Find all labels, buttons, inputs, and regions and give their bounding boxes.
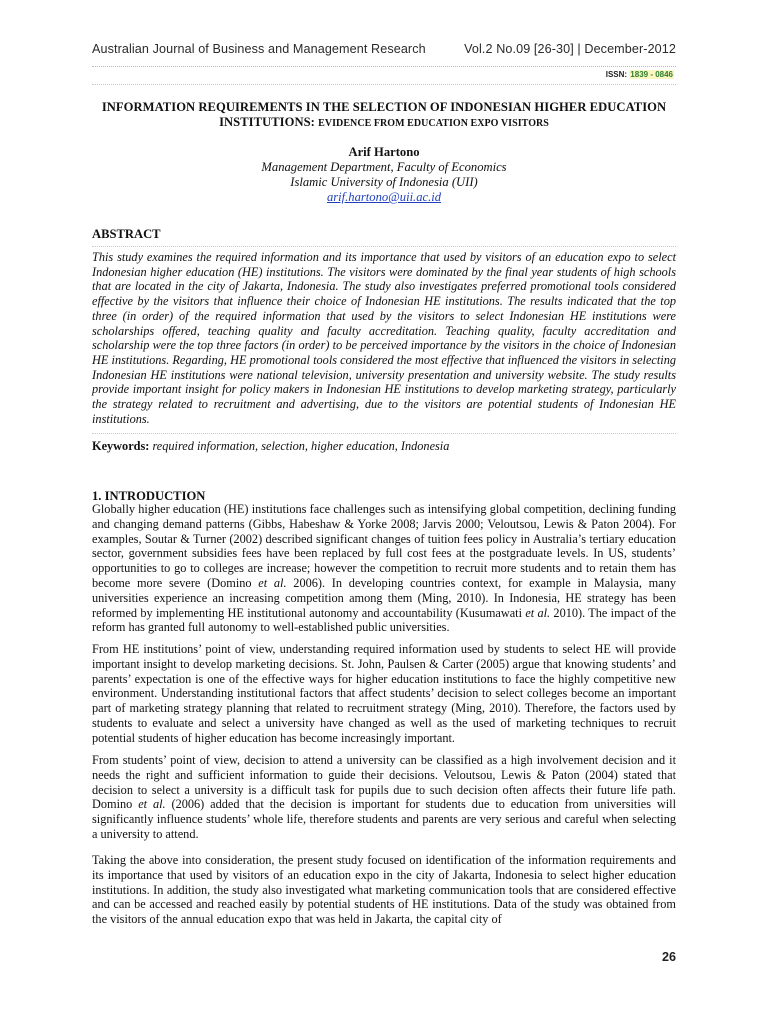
issn-value: 1839 - 0846 [630,70,673,79]
abstract-bottom-divider [92,433,676,434]
intro-paragraph-3 [92,753,676,842]
p3-etal: et al. [138,797,166,812]
running-header [92,42,676,60]
p3-part-a: From students’ point of view, decision to attend a university can be classified as a high involvement decision and it needs the right and sufficient information to guide their decisions. Veloutsou, Lewis & Paton (2004) stated that decision to select a university is a difficult task for pupils due to such decision often affects their future life path. Domino [92,753,676,812]
author-email-link[interactable]: arif.hartono@uii.ac.id [326,190,442,204]
keywords-label: Keywords: [92,439,150,453]
header-divider [92,66,676,67]
page-number: 26 [661,950,676,964]
p1-etal-1: et al. [258,575,287,590]
author-department: Management Department, Faculty of Economics [261,160,507,174]
abstract-text: This study examines the required information and its importance that used by visitors of an education expo to select Indonesian higher education (HE) institutions. The visitors were dominated by the final year students of high schools that are located in the city of Jakarta, Indonesia. The study also investigates preferred promotional tools considered effective by the visitors that influence their choice of Indonesian HE institutions. The results indicated that the top three (in order) of the required information that used by the visitors to select Indonesian HE institutions were scholarships offered, teaching quality and faculty accreditation. Teaching quality, faculty accreditation and scholarship were the top three factors (in order) to be perceived importance by the visitors in the choice of Indonesian HE institutions. Regarding, HE promotional tools considered the most effective that influenced the visitors in selecting Indonesian HE institutions were national television, university presentation and university website. The study results provide important insight for policy makers in Indonesian HE institutions to develop marketing strategy, particularly the strategy related to recruitment and advertising, due to the visitors are potential students of Indonesian HE institutions. [92,250,676,426]
p3-part-b: (2006) added that the decision is important for students due to education from universities will significantly influence students’ whole life, therefore students and parents are very serious and careful when selecting a university to attend. [92,797,676,841]
introduction-heading: 1. INTRODUCTION [92,489,206,503]
p1-part-b: 2006). In developing countries context, for example in Malaysia, many universities experience an increasing competition among them (Ming, 2010). In Indonesia, HE strategy has been reformed by implementing HE institutional autonomy and accountability (Kusumawati [92,575,676,620]
issn-divider [92,84,676,85]
author-university: Islamic University of Indonesia (UII) [290,175,478,189]
intro-paragraph-2: From HE institutions’ point of view, understanding required information used by students to select HE will provide important insight to develop marketing decisions. St. John, Paulsen & Carter (2005) argue that knowing students’ and parents’ expectation is one of the effective ways for higher education institutions to face the highly competitive new environment. Understanding institutional factors that affect students’ decision to select colleges become an important part of marketing strategy planning that related to recruitment strategy (Ming, 2010). Therefore, the factors used by students to evaluate and select a university have changed as well as the used of marketing techniques to recruit potential students of higher education has become increasingly important. [92,642,676,745]
author-block [92,145,676,205]
p1-part-a: Globally higher education (HE) institutions face challenges such as intensifying global competition, declining funding and changing demand patterns (Gibbs, Habeshaw & Yorke 2008; Jarvis 2000; Veloutsou, Lewis & Paton 2004). For examples, Soutar & Turner (2002) described significant changes of tuition fees policy in Australia’s tertiary education sector, government subsidies fees have been replaced by full cost fees at the postgraduate levels. In US, students’ opportunities to go to colleges are increase; however the competition to recruit more students and to retain them has become more severe (Domino [92,502,676,590]
title-main: INFORMATION REQUIREMENTS IN THE SELECTION OF INDONESIAN HIGHER EDUCATION INSTITUTIONS: [101,100,667,129]
abstract-top-divider [92,246,676,247]
journal-name: Australian Journal of Business and Management Research [92,42,426,56]
intro-paragraph-4: Taking the above into consideration, the present study focused on identification of the information requirements and its importance that used by visitors of an education expo in the city of Jakarta, Indonesia to select higher education institutions. In addition, the study also investigated what marketing communication tools that are considered effective and can be accessed and reached easily by potential students of HE institutions. Data of the study was obtained from the visitors of the annual education expo that was held in Jakarta, the capital city of [92,853,676,927]
author-name: Arif Hartono [348,145,420,159]
intro-paragraph-1 [92,502,676,635]
issn-line [606,70,674,79]
abstract-heading: ABSTRACT [92,227,161,241]
keywords-value: required information, selection, higher education, Indonesia [152,439,450,453]
keywords-line [92,439,676,454]
p1-part-c: 2010). The impact of the reform has granted full autonomy to well-established public universities. [92,605,676,635]
p1-etal-2: et al. [525,605,551,620]
paper-title [92,100,676,131]
volume-info: Vol.2 No.09 [26-30] | December-2012 [464,42,676,56]
title-subtitle: EVIDENCE FROM EDUCATION EXPO VISITORS [318,118,549,129]
issn-label: ISSN: [605,70,628,79]
